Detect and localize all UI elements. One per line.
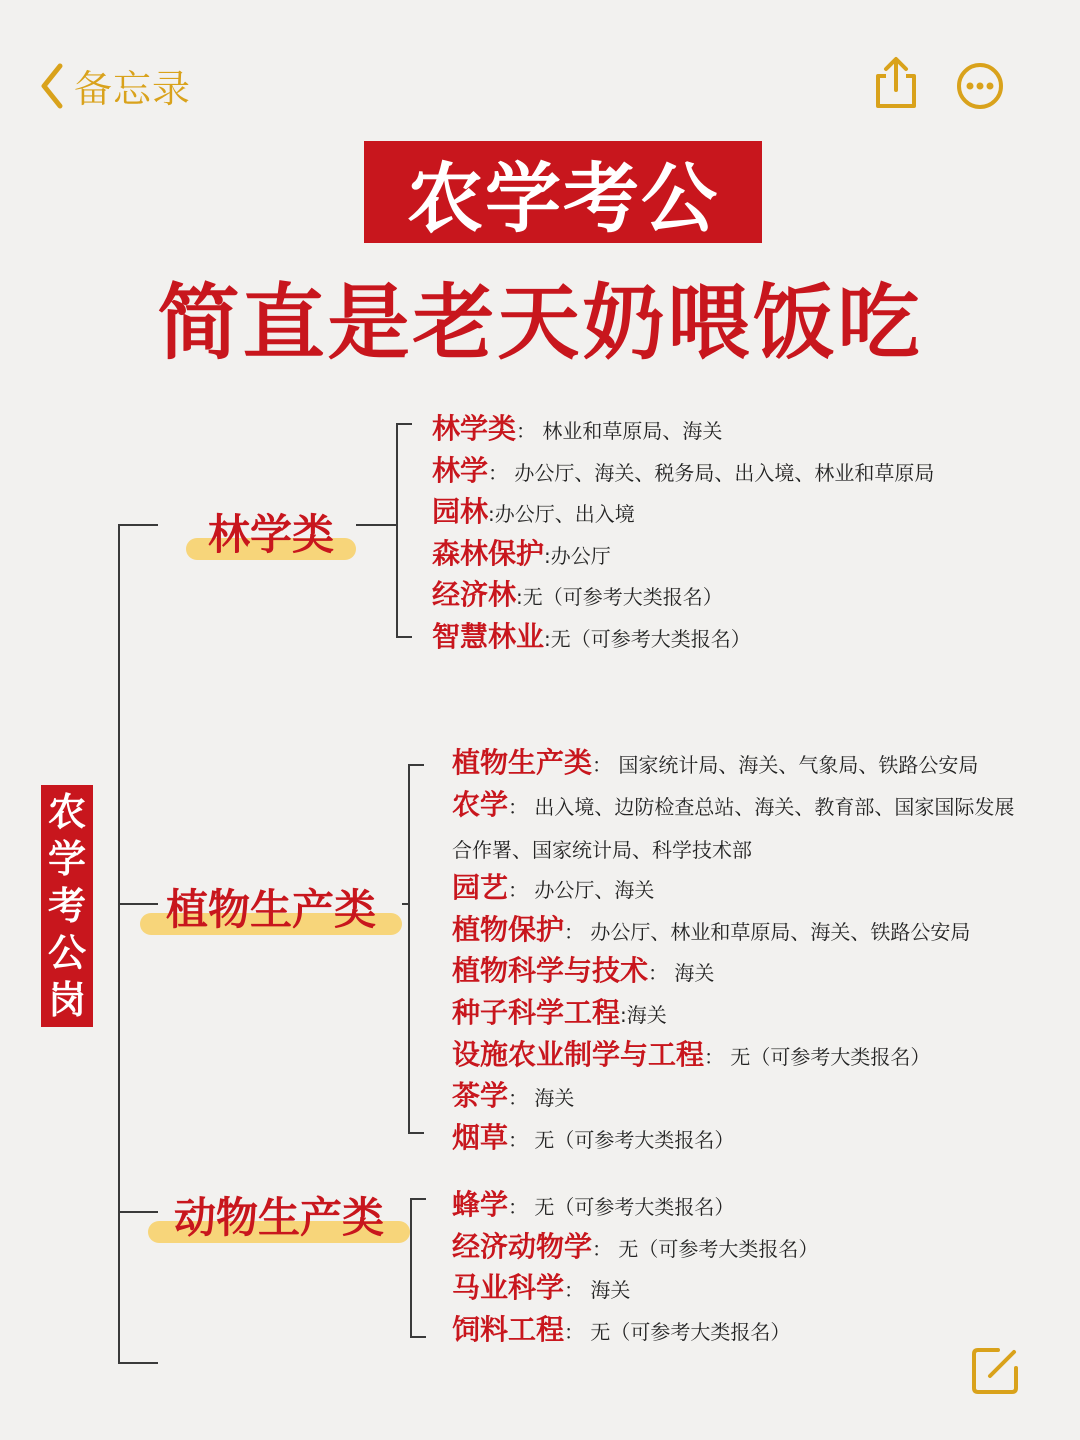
- bracket-cap: [396, 636, 412, 638]
- bracket-cap: [408, 1132, 424, 1134]
- list-item: [452, 992, 667, 1034]
- item-value: 海关: [584, 1278, 631, 1302]
- list-item: [452, 1075, 574, 1117]
- item-sep: :: [620, 1003, 627, 1027]
- main-bracket: [118, 524, 120, 1364]
- item-key: 智慧林业: [432, 620, 545, 653]
- item-value: 国家统计局、海关、气象局、铁路公安局: [612, 753, 979, 777]
- item-sep: ：: [508, 1195, 529, 1219]
- item-value: 办公厅、林业和草原局、海关、铁路公安局: [584, 920, 971, 944]
- item-key: 马业科学: [452, 1271, 565, 1304]
- list-item: [432, 533, 611, 575]
- item-value: 海关: [668, 961, 715, 985]
- list-item: [432, 491, 635, 533]
- item-key: 经济动物学: [452, 1230, 593, 1263]
- item-sep: ：: [508, 1086, 529, 1110]
- list-item: [452, 742, 978, 784]
- item-sep: ：: [516, 419, 537, 443]
- root-char: 公: [47, 930, 86, 975]
- list-item: [452, 867, 654, 909]
- list-item: [452, 909, 970, 951]
- item-sep: ：: [648, 961, 669, 985]
- item-sep: ：: [592, 1237, 613, 1261]
- item-key: 设施农业制学与工程: [452, 1038, 705, 1071]
- item-sep: ：: [508, 878, 529, 902]
- list-item: [452, 1117, 734, 1159]
- list-item: [452, 1309, 790, 1351]
- category-label: 林学类: [207, 510, 334, 559]
- item-key: 烟草: [452, 1121, 509, 1154]
- item-sep: ：: [564, 1320, 585, 1344]
- item-sep: ：: [508, 795, 529, 819]
- item-value: 无（可参考大类报名）: [724, 1045, 931, 1069]
- more-icon[interactable]: [956, 62, 1004, 110]
- title-banner: 农学考公: [364, 141, 762, 243]
- item-value: 无（可参考大类报名）: [522, 585, 723, 609]
- back-button[interactable]: [38, 58, 191, 113]
- item-continuation: 合作署、国家统计局、科学技术部: [452, 838, 752, 862]
- item-sep: ：: [564, 1278, 585, 1302]
- item-key: 植物生产类: [452, 746, 593, 779]
- category-label: 植物生产类: [165, 885, 376, 934]
- sub-bracket: [396, 423, 398, 638]
- item-sep: :: [544, 544, 551, 568]
- item-key: 种子科学工程: [452, 996, 621, 1029]
- bracket-tick: [118, 524, 158, 526]
- category-animal-production: [148, 1185, 410, 1245]
- compose-icon[interactable]: [968, 1344, 1022, 1398]
- bracket-cap: [410, 1336, 426, 1338]
- bracket-cap: [410, 1198, 426, 1200]
- item-value: 办公厅、出入境: [494, 502, 635, 526]
- item-value: 无（可参考大类报名）: [584, 1320, 791, 1344]
- item-key: 饲料工程: [452, 1313, 565, 1346]
- item-value: 无（可参考大类报名）: [612, 1237, 819, 1261]
- item-sep: ：: [704, 1045, 725, 1069]
- list-item: [452, 1184, 734, 1226]
- bracket-tick: [118, 1362, 158, 1364]
- bracket-cap: [408, 764, 424, 766]
- item-key: 植物保护: [452, 913, 565, 946]
- item-sep: ：: [592, 753, 613, 777]
- category-forestry: [186, 502, 356, 562]
- bracket-cap: [396, 423, 412, 425]
- item-key: 茶学: [452, 1079, 509, 1112]
- list-item: [452, 950, 714, 992]
- item-key: 植物科学与技术: [452, 954, 649, 987]
- item-value: 办公厅、海关、税务局、出入境、林业和草原局: [508, 461, 935, 485]
- category-label: 动物生产类: [173, 1193, 384, 1242]
- item-sep: ：: [564, 920, 585, 944]
- item-sep: :: [544, 627, 551, 651]
- root-char: 考: [47, 883, 86, 928]
- item-key: 农学: [452, 788, 509, 821]
- subtitle: 简直是老天奶喂饭吃: [157, 276, 923, 371]
- item-key: 园艺: [452, 871, 509, 904]
- item-value: 海关: [528, 1086, 575, 1110]
- back-label: 备忘录: [74, 67, 192, 111]
- item-key: 蜂学: [452, 1188, 509, 1221]
- item-key: 园林: [432, 495, 489, 528]
- item-value: 无（可参考大类报名）: [528, 1195, 735, 1219]
- item-value: 无（可参考大类报名）: [528, 1128, 735, 1152]
- bracket-connector: [402, 903, 408, 905]
- list-item: [452, 1226, 818, 1268]
- category-plant-production: [140, 877, 402, 937]
- item-sep: ：: [488, 461, 509, 485]
- item-value: 海关: [626, 1003, 667, 1027]
- item-value: 办公厅: [550, 544, 611, 568]
- item-sep: :: [516, 585, 523, 609]
- share-icon[interactable]: [872, 56, 920, 110]
- item-key: 林学: [432, 454, 489, 487]
- chevron-left-icon: [38, 62, 66, 110]
- list-item: [452, 784, 1014, 826]
- list-item: [432, 408, 722, 450]
- bracket-connector: [356, 524, 396, 526]
- item-sep: :: [488, 502, 495, 526]
- list-item: [452, 1267, 630, 1309]
- list-item: [432, 616, 751, 658]
- item-key: 森林保护: [432, 537, 545, 570]
- root-char: 学: [47, 836, 86, 881]
- root-char: 岗: [47, 977, 86, 1022]
- sub-bracket: [410, 1198, 412, 1338]
- sub-bracket: [408, 764, 410, 1134]
- item-sep: ：: [508, 1128, 529, 1152]
- item-key: 林学类: [432, 412, 517, 445]
- item-value: 出入境、边防检查总站、海关、教育部、国家国际发展: [528, 795, 1015, 819]
- item-value: 办公厅、海关: [528, 878, 655, 902]
- item-value: 林业和草原局、海关: [536, 419, 723, 443]
- root-char: 农: [47, 789, 86, 834]
- list-item: [432, 450, 934, 492]
- list-item: [452, 1034, 930, 1076]
- item-value: 无（可参考大类报名）: [550, 627, 751, 651]
- root-label: [41, 785, 93, 1027]
- list-item: [432, 574, 723, 616]
- item-key: 经济林: [432, 578, 517, 611]
